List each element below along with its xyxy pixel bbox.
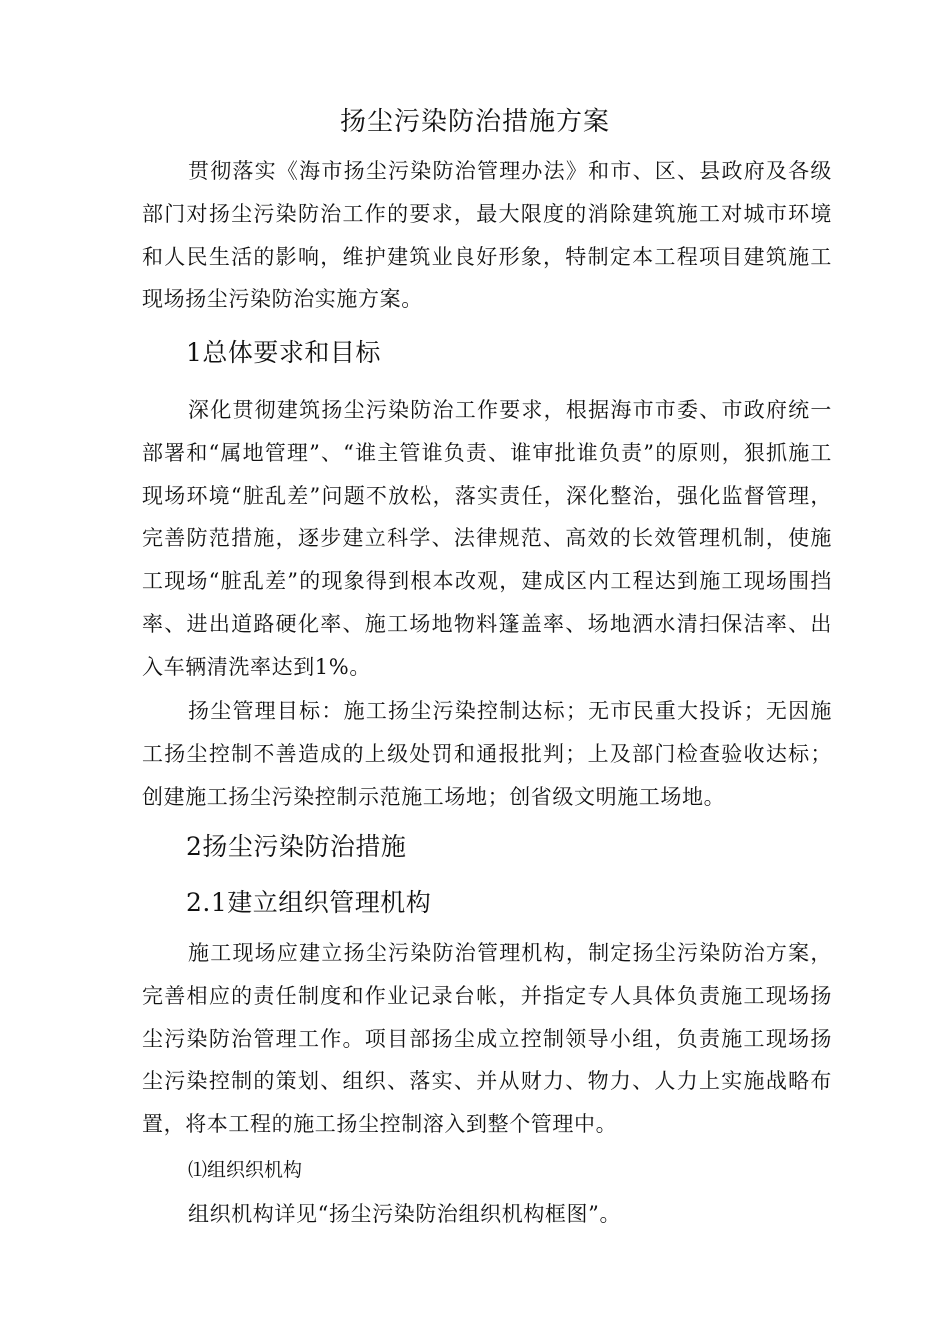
section-1-paragraph-1: 深化贯彻建筑扬尘污染防治工作要求，根据海市市委、市政府统一部署和“属地管理”、“谁主管谁负责、谁审批谁负责”的原则，狠抓施工现场环境“脏乱差”问题不放松，落实责任，深化整治，强化监督管理，完善防范措施，逐步建立科学、法律规范、高效的长效管理机制，使施工现场“脏乱差”的现象得到根本改观，建成区内工程达到施工现场围挡率、进出道路硬化率、施工场地物料篷盖率、场地洒水清扫保洁率、出入车辆清洗率达到1%。	[142, 398, 832, 679]
intro-paragraph: 贯彻落实《海市扬尘污染防治管理办法》和市、区、县政府及各级部门对扬尘污染防治工作的要求，最大限度的消除建筑施工对城市环境和人民生活的影响，维护建筑业良好形象，特制定本工程项目建筑施工现场扬尘污染防治实施方案。	[142, 159, 832, 312]
section-1-paragraph-2: 扬尘管理目标：施工扬尘污染控制达标；无市民重大投诉；无因施工扬尘控制不善造成的上级处罚和通报批判；上及部门检查验收达标；创建施工扬尘污染控制示范施工场地；创省级文明施工场地。	[142, 699, 832, 809]
org-structure-text: 组织机构详见“扬尘污染防治组织机构框图”。	[188, 1202, 622, 1226]
section-1-heading: 1总体要求和目标	[186, 338, 381, 367]
section-2-1-heading: 2.1建立组织管理机构	[186, 888, 432, 917]
org-structure-item: ⑴组织织机构	[188, 1159, 303, 1181]
section-2-heading: 2扬尘污染防治措施	[186, 832, 407, 861]
document-title: 扬尘污染防治措施方案	[339, 107, 610, 137]
section-2-1-paragraph: 施工现场应建立扬尘污染防治管理机构，制定扬尘污染防治方案，完善相应的责任制度和作业记录台帐，并指定专人具体负责施工现场扬尘污染防治管理工作。项目部扬尘成立控制领导小组，负责施工现场扬尘污染控制的策划、组织、落实、并从财力、物力、人力上实施战略布置，将本工程的施工扬尘控制溶入到整个管理中。	[142, 941, 832, 1137]
